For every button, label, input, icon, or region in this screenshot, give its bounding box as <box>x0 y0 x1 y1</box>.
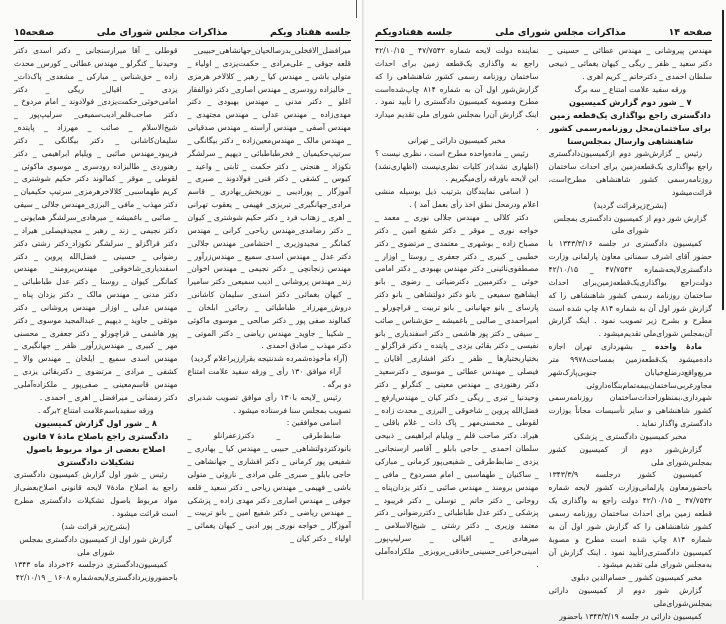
president-statement: رئیس _ شور اول گزارش کمیسیون دادگستری راجع به اصلاح مادهٔ۷ لایحه قانونی اصلاح‌بعضی‌از مواد مربوط باصول تشکیلات دادگستری مطرح است قرائت میشود . <box>14 470 178 518</box>
column-right <box>188 45 352 585</box>
column-left <box>14 45 178 585</box>
rapporteur-interior: مخبر کمیسیون کشور _ حسام‌الدین دبلوی <box>571 573 702 583</box>
page-14 <box>363 0 726 621</box>
session-label: جلسه هفتادویکم <box>375 27 453 38</box>
single-article-label: مادهٔ واحده <box>654 342 702 352</box>
column-right <box>549 45 713 624</box>
single-article-text: _ بشهرداری تهران اجازه داده‌میشود یک‌قطعه‌زمین بمساحت۹۹۷۸ متر مربع‌واقع‌درضلع‌خیابان جنوبی‌پارک‌شهر مجاورغربی‌ساختمان‌بیمه‌تمام‌بنگاه‌داروئی شهرداری،بمنظوراحداث‌ساختمان روزنامه‌رسمی کشور شاهنشاهی و سایر تأسیسات مجاناً بوزارت دادگستری واگذار نماید . <box>548 342 712 429</box>
finance-report-body: کمیسیون دارائی در جلسه ۱۳۴۳/۳/۱۹ باحضور <box>559 611 702 621</box>
rapporteur-justice: مخبر کمیسیون دادگستری _ پزشکی <box>573 431 687 441</box>
agenda-item-8-heading: ۸ _ شور اول گزارش کمیسیون دادگستری راجع باصلاح مادهٔ ۷ قانون اصلاح بعضی از مواد مربوط باصول تشکیلات دادگستری <box>23 418 169 468</box>
approvers-label: اسامی موافقین : <box>286 418 341 428</box>
page-number: صفحه ۱۴ <box>668 27 712 38</box>
interior-report-body: کمیسیون کشور درجلسه ۱۳۴۳/۳/۹ باحضورمعاون پارلمانی‌وزارت کشور لایحه شماره ۴۷/۷۵۴۲ _ ۴۲/۱۰/۱۵ دولت راجع به واگذاری یک قطعه زمین برای احداث ساختمان روزنامه رسمی کشور شاهنشاهی را که گزارش شور اول آن به شماره ۸۱۴ چاپ شده است مطرح و مصوبهٔ کمیسیون دادگستری‌راتأیید نمود . اینک گزارش آن به‌مجلس شورای ملی تقدیم میشود . <box>548 470 712 570</box>
page-header <box>375 24 712 41</box>
president-statement: رئیس _ ماده‌واحده مطرح است ، نظری نیست ؟ (اظهاری نشد)در کلیات نظری‌نیست (اظهاری‌نشد) این لایحه باورقه رأی‌میگیریم . <box>375 148 539 184</box>
names-list: قوطلی _ آقا میرارسنجانی _ دکتر اسدی دکتر وحیدنیا _ کنگرلو _ مهندس عطائی _ کورس_ محدث زاده _ حق‌شناس _ مبارکی _ مشعدی_ پاک‌ذات_ یزدی _ اقبال_ ریگی _ دکتر امامی‌خوئی_حکمت‌یزدی_ فولادوند _ امام مردوخ _ دکتر صاحب‌قلم_ادیب‌سمیعی_ سرلیپ‌پور _ شیخ‌الاسلام _ صائب _ مهرزاد _ پایتده_ سلیمان‌کاشانی _ دکتر بیگانگی _ دکتر فریبود_مهندس صائبی _ ویلیام ابراهیمی _ دکتر رهنوردی _ طالبزاده رودسری _ موسوی ماکوئی _ لقوطی _ موقر _ کمالوند دکتر حکیم شوشتری _ کریم طهماسبی_ کلالاخرهرمزی_ سرتیپ حکیمیان _ دکتر مهذب _ مافی _ البرزی_مهندس جلالی _ سیفی _ صائبی _ باغمیشه _ میرهادی_سرلشگر همایونی _ دکتر نجیمی _ زند _ رهبر _ مجیدفیصلی_ هیراد _ دکتر قراگزلو _ سرلشگر نکوزاد_دکتر رشتی دکتر رضوانی _ حسینی _ فضل‌الله پروین _ دکتر اسفندیاری_شاخوقی_ مهندس‌برومند_ مهندس کمانگر_ کیوان _ روستا _ دکتر عدل طباطبائی _ دکتر مدنی _ مهندس مالک _ دکتر یزدان پناه _ مهندس عدلی _ اوزار_ مهندس پروشانی _ دکتر موثقی _ جاوید _ دیهیم _ عبدالمجید موسوی _ دکتر پور هاشمی _ قراچورلو _ دکتر جعفری _ محسنی مهر _ کبیری _ مهندس‌زرآور_ ظفر _ جهانگیری _ مهندس اسدی سمیع _ ایلخان _ مهندس والا _ کشفی _ مرادی _ مرتضوی _ دکتربقائی یزدی _ مهندس قاسم‌معینی _ صفی‌پور _ ملکزاده‌آملی_ دکتر رمضانی _ میرافضل _ اهری _ احمدی . <box>14 46 178 402</box>
page-header <box>14 24 351 41</box>
text-columns <box>375 45 712 624</box>
reading-note: (بشرح‌زیر قرائت شد) <box>61 521 131 531</box>
finance-report-title: گزارش شور دوم از کمیسیون دارائی بمجلس‌شورای‌ملی <box>548 586 712 608</box>
agenda-item-7-heading: ۷ _ شور دوم گزارش کمیسیون دادگستری راجع بواگذاری یک‌قطعه زمین برای ساختمان‌محل روزنامه‌رسمی کشور شاهنشاهی وارسال بمجلس‌سنا <box>549 97 711 147</box>
vote-count-note: (آراء مأخوذه‌شمرده شدنتیجه بقرارزیراعلام گردید) <box>190 354 348 364</box>
report-title: گزارش شور دوم از کمیسیون دادگستری بمجلس شورای ملی <box>553 213 707 236</box>
report-body: کمیسیون دادگستری در جلسه ۱۳۴۳/۳/۱۶ با حضور آقای اشرف سمنانی معاون پارلمانی وزارت دادگستری‌لایحه‌شماره ۴۷/۷۵۴۲ _ ۴۲/۱۰/۱۵ دولت‌راجع بواگذاری‌یک‌قطعه‌زمین‌برای احداث ساختمان روزنامه رسمی کشور شاهنشاهی را که گزارش شور اول آن به شماره ۸۱۴ چاپ شده است مطرح و بشرح زیر تصویب نمود . اینک گزارش آن‌بمجلس شورای‌ملی تقدیم‌میشود . <box>548 239 713 339</box>
voters-list: دکتر کلالی _ مهندس جلالی نوری _ معمد _ خواجه نوری _ موقر _ دکتر شفیع امین _ دکتر مصباح زاده _ بوشهری _ معتمدی _ مرتضوی _ دکتر خطیبی _ کبیری _ دکتر جعفری _ روستا _ اوزار _ مصطفوی‌نائینی_ دکتر مهندس بهبودی _ دکتر امامی خوئی _ دکترمبین_ دکترضیائی _ رضوی _ بانو ایشاهیج سمیعی _ بانو دکتر دولتشاهی _ بانو دکتر پارسای _ بانو جهانبانی _ بانو تربیت _ قراچورلو _ امیراحمدی _ صالبی _ باغمیشه _ حق‌شناس _ صائب _ سیفی _ دکتر پور هاشمی _ دکتر اسفندیاری _ بانو نفیسی _ دکتر بقائی یزدی _ پایتده _ دکتر قراگزلو _ بختیاربختیارها _ ظفر _ دکتر افشاری_ آقایان _ فیصلی _ مهندس عطائی _ موسوی _ دکترسعید_ دکتر رهنوردی _ مهندس معینی _ کنگرلو _ دکتر وحیدنیا _ تبری _ ریگی _ دکتر کیان _ مهندس‌ارفع _ فضل‌الله پروین _ شاخوقی _ البرزی _ محدث زاده _ لقوطی _ محسنی‌مهر _ پاک ذات _ غلام باقلی _ هیراد. دکتر صاحب قلم _ ویلیام ابراهیمی _ ذبیحی سلطان احمدی _ حاجی بابلو _ آقامیر ارسنجانی_ یزدی _ ضابط‌طرقی _ شفیعی‌پور کرمانی _ مبارکی _ ساکنیان _ طهماسبی _ امام مسردوخ _ مافی _ مهندس برومند _ مهندس صائبی _ دکتر یزدان‌پناه _ روحانی _ دکتر حاتم _ توسلی _ دکتر فریبود _ پزشکی _ دکتر عدل طباطبائی _ دکتررضوانی _ دکتر معتمد وزیری _ دکتر رشتی _ شیخ‌الاسلامی _ میرهادی _ اقبالی _ سرلیپ‌پور_ امینی‌خراعی_حسینی_حاذقی_بروبزی_ ملکزاده‌آملی . <box>375 212 539 569</box>
names-list: مهندس پیروشانی _ مهندس عطائی _ حسینی _ دکتر سعید _ ظفر _ ریگی _ کیهان یغمائی _ ذبیحی سلطان احمدی _ دکترحاتم _ کریم اهری . <box>548 46 712 81</box>
voters-list: میرافضل_الافخلی_بدرصالحیان_جهانشاهی_حبیبی_ قلعه جوقی _ علی‌مرادی _ حکمت‌یزدی _ اولیاء _ متولی باشی _ مهندس کیا _ رهبر _ کلالاخر هرمزی _ خالیزاده رودسری _ مهندس اصاری_ دکتر ذوالفقار اغلو _ دکتر مدنی _ مهندس بهبودی _ دکتر مهدی‌زاده _ مهندس عدلی _ مهندس مجتهدی _ مهندس آصفی _ مهندس آراسته _ مهندس صدقیانی _ مهندس مالک _ مهندس‌معین‌زاده _ دکتر بیگانگی _ سرتیپ‌حکیمیان _ فخرطباطبائی _ دیهیم _ سرلشگر نکوزاد _ هنجنی _ دکتر حکمت _ ثابتی _ واعید _ کیوس _ کشفی _ دکتر قنی_ فولادوند _ صبری _ آموزگار _ پورادیبی _ نوربخش_بهادری _ قاسم مرادی_جهانگیری_ تبریزی_ فهیمی _ یعقوب تهرانی _ اهری _ زهتاب فرد _ دکتر حکیم شوشتری _ کیوان _ دکتر رضامدی_مهندس ریاحی_ کرانی _ مهندس کمانگر _ مجید‌وزیری _ احتشامی_ مهندس جلالی_ دکتر عدل _ مهندس اسدی سمیع _ مهندس‌زرآور _ مهندس زنجانچی _ دکتر نجیمی _ مهندس اخوان_ زند_ مهندس پروشانی _ ادیب سمیعی_ دکتر سامیرا _ کیهان بغمائی_ دکتر اسدی_ سلیمان کاشانی_ دروش_مهرزاد_ طباطبائی _ رجائی_ ابلخان _ کمالوند صفی پور _ دکتر صالحی _ موسوی ماکوئی _ شکیبا _ جاوید_ مهندس ریاضی _ دکتر الموتی _ دکتر مهذب _ صادق احمدی . <box>187 46 351 351</box>
session-label: جلسه هفتاد ویکم <box>270 27 351 38</box>
single-article <box>549 341 713 431</box>
president-statement: رئیس _لایحه با۱۳۰ رأی موافق تصویب شدبرای تصویب بمجلس سنا فرستاده میشود . <box>187 392 351 415</box>
page-edge <box>722 10 724 310</box>
report-body: کمیسیون‌دادگستری درجلسه ۲۶خرداد ماه ۱۳۴۳ باحضوروزیردادگستری‌لایحه‌شماره ۱۶۰۸ _ ۴۲/۱۰/۱۹ <box>14 560 178 583</box>
reading-note: (بشرح‌زیرقرائت گردید) <box>593 200 667 210</box>
finance-report-continued: نماینده دولت لایحه شماره ۴۷/۷۵۴۲ _ ۴۲/۱۰/۱۵ راجع به واگذاری یک‌قطعه زمین برای احداث ساختمان روزنامه رسمی کشور شاهنشاهی را که گزارش‌شور اول آن به شماره ۸۱۴ چاپ‌شده‌است مطرح ومصوبه کمیسیون دادگستری را تأیید نمود . اینک گزارش آن‌را بمجلس شورای ملی تقدیم میدارد . <box>375 46 539 133</box>
document-title: مذاکرات مجلس شورای ملی <box>96 27 228 38</box>
document-title: مذاکرات مجلس شورای ملی <box>495 27 627 38</box>
edge-mark <box>356 0 357 18</box>
book-gutter <box>362 0 364 600</box>
column-left <box>375 45 539 624</box>
page-number: صفحه۱۵ <box>14 27 55 38</box>
rapporteur-finance: مخبر کمیسیون دارائی _ تهرانی <box>407 135 506 145</box>
president-statement: رئیس _ گزارش‌شور دوم ازکمیسیون‌دادگستری راجع بواگذاری یک‌قطعه‌زمین برای احداث ساختمان روزنامه‌رسمی کشور شاهنشاهی مطرح‌است، قرائت‌میشود <box>548 149 712 197</box>
page-15 <box>0 0 363 600</box>
roll-call-note: ( اسامی نمایندگان بترتیب ذیل بوسیله منشی اعلام ودرمحل نطق اخذ رأی بعمل آمد ) . <box>375 187 539 210</box>
report-title: گزارش شور اول از کمیسیون دادگستری بمجلس شورای ملی <box>19 534 172 557</box>
abstain-note: ورقه سفید‌باسم‌علامت امتناع ۲برگه . <box>37 405 154 415</box>
abstain-note: ورقه سفید علامت امتناع _ سه برگ <box>574 84 687 94</box>
approvers-list: ضابط‌طرقی _ دکترزعفرانلو _ بانودکتردولتشاهی_ حبیبی _ مهندس کیا _ بهادری _ شفیعی پور کرمانی _ دکتر افشاری _ جهانشاهی _ حاجی بابلو _ صبری_ علی مرادی _ ناروئی _ متولی باشی _ فهیمی _ مهندس ریاحی _ دکتر سعید _ قلعه جوقی _ مهندس اصاری_ دکتر مهدی زاده _ پزشکی _ مهندس ریاضی _ دکتر شفیع امین _ بانو تربیت _ آموزگار _ خواجه نوری_ پور ادبی _ کیهان یغمائی _ اولیاء _ دکتر کیان _ <box>187 431 351 544</box>
interior-report-title: گزارش‌شور دوم از کمیسیون کشور بمجلس‌شورای ملی <box>548 444 712 467</box>
text-columns <box>14 45 351 585</box>
vote-result: آراء موافق ۱۳۰ رأی _ ورقه سفید علامت امتناع دو برگه . <box>187 367 351 389</box>
